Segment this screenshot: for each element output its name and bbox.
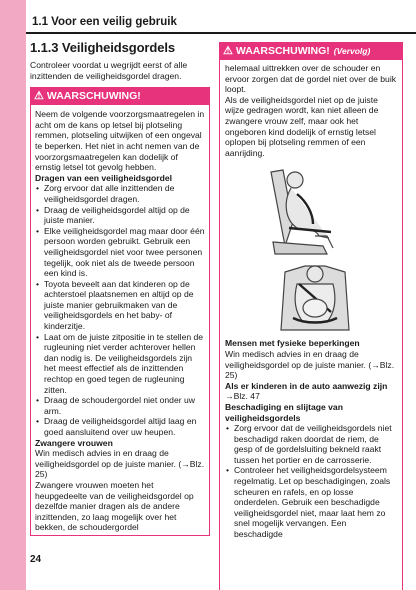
warning-title: WAARSCHUWING! [46, 90, 141, 103]
section-title: 1.1.3 Veiligheidsgordels [30, 40, 175, 55]
list-item: • Toyota beveelt aan dat kinderen op de achterstoel plaatsnemen en altijd op de juiste manier gebruikmaken van de veiligheidsgordels en het baby- of kinderzitje. [35, 279, 205, 332]
page-number: 24 [30, 554, 42, 565]
zwangere-text-2: Zwangere vrouwen moeten het heupgedeelte van de veiligheidsgordel op dezelfde manier dragen als de andere inzittenden, zo laag mogelijk over het bekken, de schoudergordel [35, 479, 194, 533]
list-item: • Elke veiligheidsgordel mag maar door één persoon worden gebruikt. Gebruik een veiligheidsgordel niet voor twee personen tegelijk, ook niet als de tweede persoon een kind is. [35, 226, 205, 279]
continued-text: helemaal uittrekken over de schouder en ervoor zorgen dat de gordel niet over de buik loopt. [225, 63, 397, 95]
beschadiging-list [225, 423, 397, 540]
zwangere-text-1: Win medisch advies in en draag de veiligheidsgordel op de juiste manier. (→Blz. 25) [35, 448, 205, 480]
warning-body-right [220, 60, 402, 540]
kinderen-heading: Als er kinderen in de auto aanwezig zijn [225, 380, 388, 391]
list-item: • Controleer het veiligheidsgordelsysteem regelmatig. Let op beschadigingen, zoals scheuren en rafels, en op losse onderdelen. Gebruik een beschadigde veiligheidsgordel niet, maar laat hem zo snel mogelijk vervangen. Een beschadigde [225, 465, 397, 539]
list-item: • Draag de veiligheidsgordel altijd laag en goed aansluitend over uw heupen. [35, 416, 205, 437]
warning-intro: Neem de volgende voorzorgsmaatregelen in acht om de kans op letsel bij plotseling remmen, plotseling uitwijken of een ongeval te beperken. Het niet in acht nemen van de voorzorgsmaatregelen kan dodelijk of ernstig letsel tot gevolg hebben. [35, 109, 205, 173]
warning-header [31, 88, 209, 105]
page-side-strip [0, 0, 26, 590]
list-item: • Laat om de juiste zitpositie in te stellen de rugleuning niet verder achterover hellen dan nodig is. De veiligheidsgordels zijn het meest effectief als de inzittenden rechtop en goed tegen de rugleuning zitten. [35, 332, 205, 396]
beschadiging-heading: Beschadiging en slijtage van veiligheidsgordels [225, 401, 343, 423]
list-item: • Zorg ervoor dat alle inzittenden de veiligheidsgordel dragen. [35, 183, 205, 204]
dragen-heading: Dragen van een veiligheidsgordel [35, 172, 173, 183]
section-intro: Controleer voordat u wegrijdt eerst of alle inzittenden de veiligheidsgordel dragen. [30, 60, 188, 81]
list-item: • Zorg ervoor dat de veiligheidsgordels niet beschadigd raken doordat de riem, de gesp of de gordelsluiting bekneld raakt tussen het portier en de carrosserie. [225, 423, 397, 465]
continued-label: (Vervolg) [333, 46, 371, 56]
pregnancy-advice: Als de veiligheidsgordel niet op de juiste wijze gedragen wordt, kan niet alleen de zwangere vrouw zelf, maar ook het ongeboren kind dodelijk of ernstig letsel oplopen bij plotseling remmen of een aanrijding. [225, 94, 379, 158]
list-item: • Draag de schoudergordel niet onder uw arm. [35, 395, 205, 416]
warning-box-right [219, 42, 403, 590]
list-item: • Draag de veiligheidsgordel altijd op de juiste manier. [35, 205, 205, 226]
page-header [26, 12, 416, 34]
warning-triangle-icon: ⚠ [223, 45, 233, 57]
kinderen-ref: →Blz. 47 [225, 391, 260, 402]
fysiek-heading: Mensen met fysieke beperkingen [225, 338, 360, 349]
dragen-list [35, 183, 205, 437]
pregnant-seatbelt-illustration [225, 158, 397, 338]
warning-box-left [30, 87, 210, 536]
warning-header-continued [220, 43, 402, 60]
pregnant-woman-seatbelt-icon [253, 162, 373, 340]
warning-body [31, 105, 209, 535]
fysiek-text: Win medisch advies in en draag de veiligheidsgordel op de juiste manier. (→Blz. 25) [225, 348, 395, 381]
left-column [30, 60, 210, 536]
zwangere-heading: Zwangere vrouwen [35, 437, 113, 448]
header-title: 1.1 Voor een veilig gebruik [32, 16, 177, 28]
warning-triangle-icon: ⚠ [34, 90, 44, 103]
warning-title: WAARSCHUWING! [235, 45, 330, 57]
